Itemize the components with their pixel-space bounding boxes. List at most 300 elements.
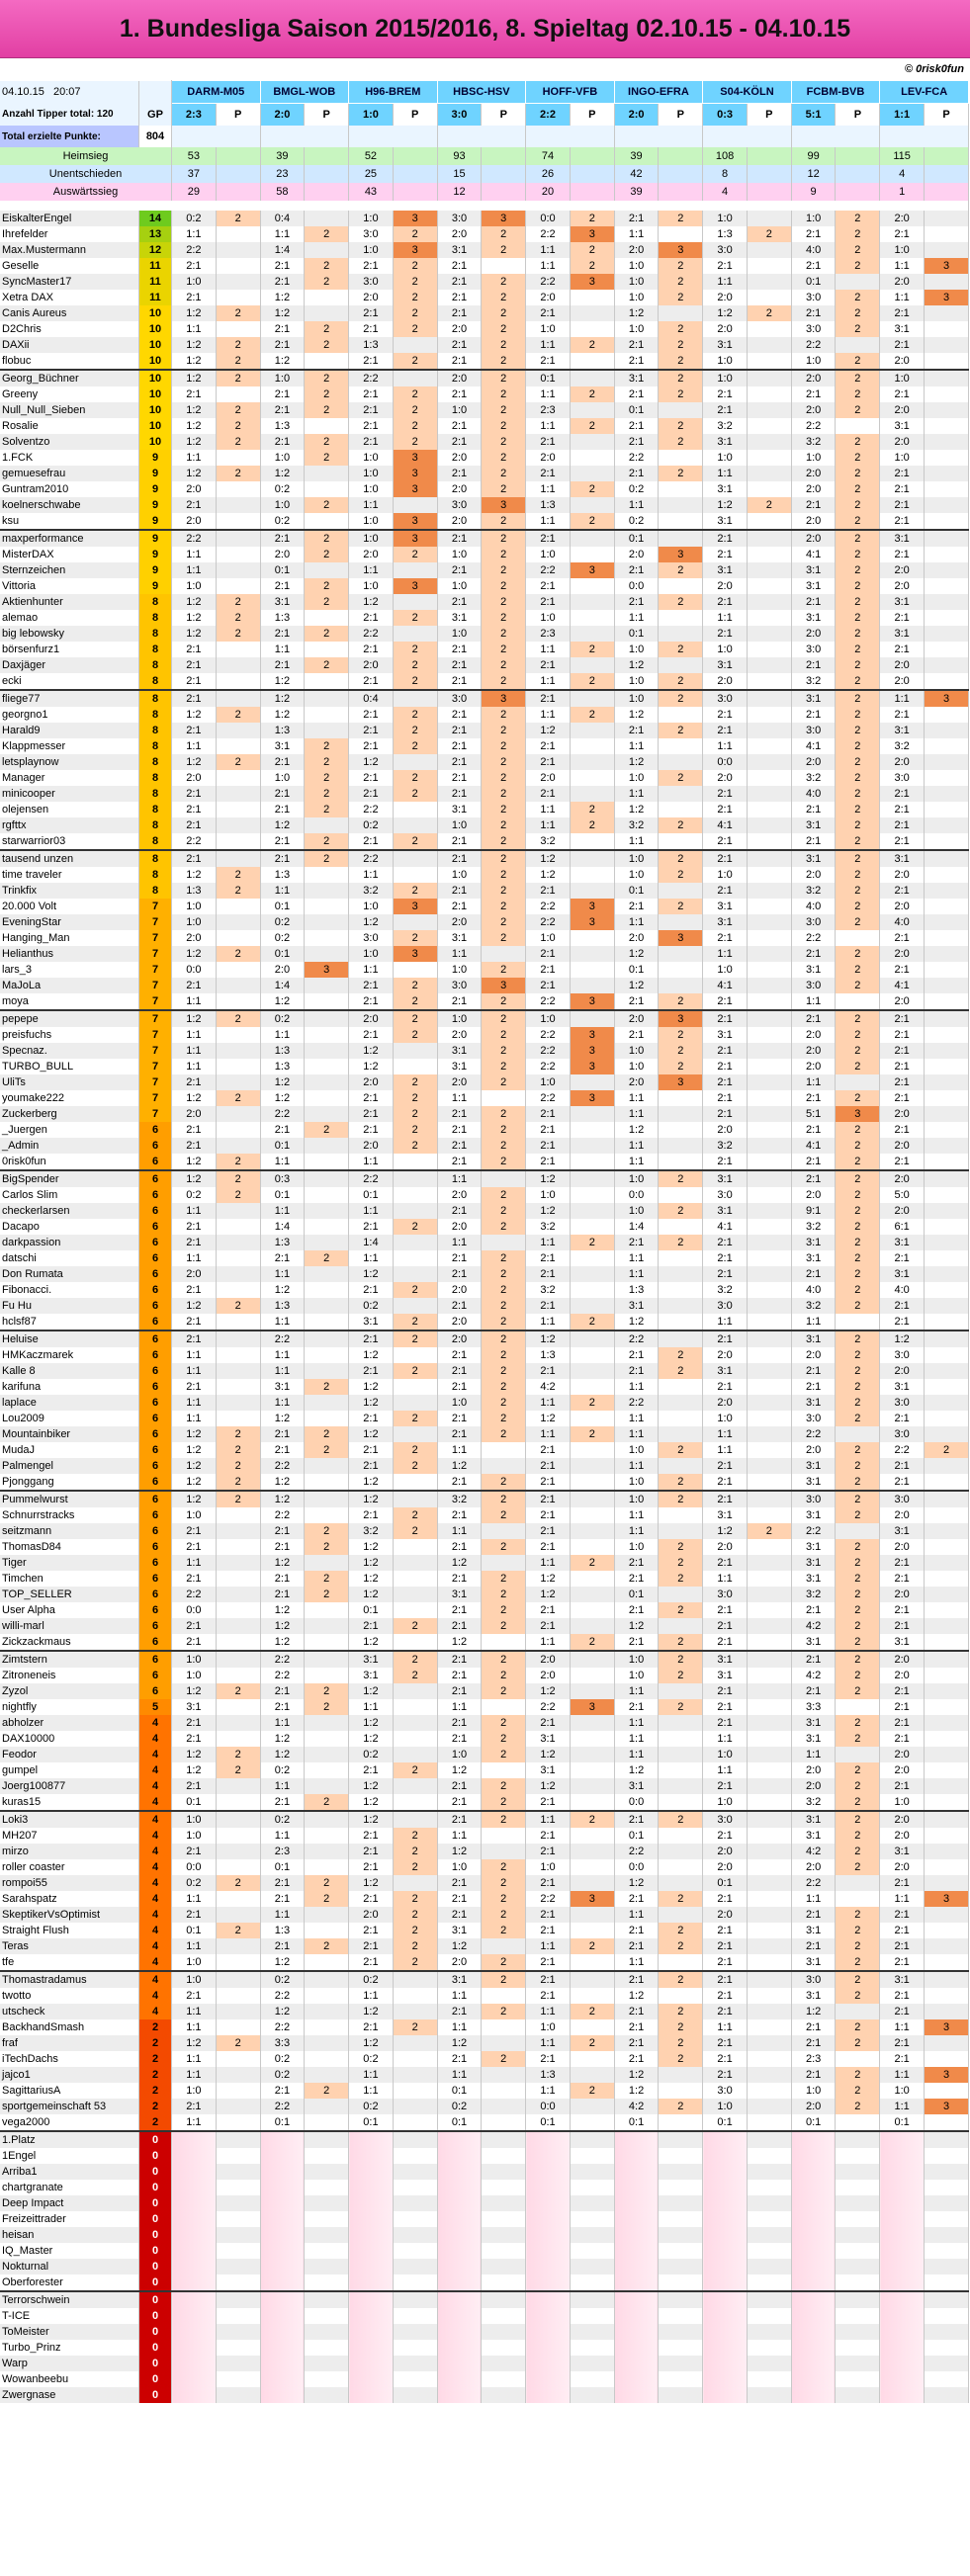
- tip-cell: [526, 2243, 571, 2259]
- points-header: P: [570, 104, 614, 127]
- points-cell: [925, 466, 969, 481]
- tip-cell: 1:1: [526, 673, 571, 690]
- tip-cell: 2:1: [260, 1571, 305, 1587]
- points-cell: [747, 657, 791, 673]
- tip-cell: [526, 2371, 571, 2387]
- tipper-row: [0, 1587, 969, 1602]
- points-cell: 2: [393, 1668, 437, 1683]
- points-cell: 2: [570, 707, 614, 723]
- tipper-row: [0, 1314, 969, 1331]
- stat-value: 39: [260, 147, 305, 165]
- stat-label: Unentschieden: [0, 165, 172, 183]
- tipper-row: [0, 2308, 969, 2324]
- points-cell: 2: [305, 578, 349, 594]
- tip-cell: 1:2: [260, 1731, 305, 1747]
- tip-cell: 1:0: [614, 321, 659, 337]
- points-cell: [925, 1027, 969, 1043]
- tip-cell: 2:1: [349, 786, 394, 802]
- points-cell: 2: [216, 626, 260, 642]
- points-cell: 2: [393, 1844, 437, 1859]
- tip-cell: 2:1: [260, 1426, 305, 1442]
- points-cell: 2: [482, 1715, 526, 1731]
- tipper-name: Joerg100877: [0, 1778, 139, 1794]
- tip-cell: [172, 2371, 217, 2387]
- points-cell: [305, 978, 349, 993]
- points-cell: [216, 673, 260, 690]
- tip-cell: 2:1: [526, 1907, 571, 1923]
- points-cell: 2: [659, 1571, 703, 1587]
- gp-value: 6: [139, 1250, 172, 1266]
- points-cell: [925, 1971, 969, 1988]
- points-cell: 2: [836, 1602, 880, 1618]
- points-cell: 2: [393, 2019, 437, 2035]
- points-cell: [659, 1458, 703, 1474]
- gp-value: 0: [139, 2164, 172, 2180]
- points-cell: [393, 1491, 437, 1507]
- points-cell: 2: [305, 370, 349, 386]
- points-cell: 2: [836, 562, 880, 578]
- tip-cell: 3:1: [791, 1923, 836, 1938]
- tipper-name: BigSpender: [0, 1170, 139, 1187]
- points-cell: [659, 962, 703, 978]
- points-cell: [836, 930, 880, 946]
- tip-cell: 2:1: [880, 386, 925, 402]
- tip-cell: 2:1: [703, 1555, 748, 1571]
- tip-cell: 1:2: [172, 1683, 217, 1699]
- tip-cell: 4:0: [791, 786, 836, 802]
- points-cell: 2: [305, 754, 349, 770]
- points-cell: 2: [482, 1971, 526, 1988]
- points-cell: [216, 1668, 260, 1683]
- points-cell: 2: [393, 1618, 437, 1634]
- tip-cell: 1:1: [614, 1106, 659, 1122]
- points-cell: [659, 2164, 703, 2180]
- tip-cell: 1:0: [703, 642, 748, 657]
- points-cell: 2: [482, 833, 526, 850]
- gp-value: 2: [139, 2099, 172, 2114]
- tipper-row: [0, 1859, 969, 1875]
- points-cell: [836, 2131, 880, 2148]
- points-cell: [305, 2259, 349, 2275]
- tip-cell: 2:1: [880, 547, 925, 562]
- tip-cell: 2:1: [172, 1379, 217, 1395]
- points-cell: [925, 1187, 969, 1203]
- tip-cell: [260, 2387, 305, 2403]
- points-cell: [216, 1122, 260, 1138]
- tip-cell: 2:1: [349, 1828, 394, 1844]
- stat-spacer: [836, 165, 880, 183]
- tip-cell: 2:1: [349, 1844, 394, 1859]
- tip-cell: 1:1: [349, 2067, 394, 2083]
- tip-cell: 1:2: [349, 1043, 394, 1059]
- points-cell: [570, 1859, 614, 1875]
- tip-cell: 1:1: [172, 2019, 217, 2035]
- tipper-row: [0, 1219, 969, 1235]
- tip-cell: 2:1: [437, 642, 482, 657]
- points-cell: [747, 850, 791, 867]
- points-cell: 2: [216, 1154, 260, 1170]
- tip-cell: 1:2: [172, 1442, 217, 1458]
- tip-cell: 1:2: [437, 1844, 482, 1859]
- points-cell: 2: [393, 226, 437, 242]
- tip-cell: 1:4: [349, 1235, 394, 1250]
- tip-cell: 0:0: [614, 578, 659, 594]
- tip-cell: 0:2: [260, 2067, 305, 2083]
- points-cell: 2: [836, 1938, 880, 1954]
- tip-cell: 3:0: [349, 930, 394, 946]
- points-cell: [925, 930, 969, 946]
- tip-cell: 1:0: [526, 610, 571, 626]
- points-cell: 3: [925, 2099, 969, 2114]
- tipper-row: [0, 1523, 969, 1539]
- tip-cell: 1:2: [349, 1555, 394, 1571]
- points-cell: [925, 1602, 969, 1618]
- tipper-row: [0, 817, 969, 833]
- points-cell: [925, 211, 969, 226]
- tipper-name: MisterDAX: [0, 547, 139, 562]
- points-cell: [747, 770, 791, 786]
- points-cell: [925, 2387, 969, 2403]
- points-cell: [393, 1715, 437, 1731]
- tip-cell: 0:2: [614, 513, 659, 530]
- stat-value: 15: [437, 165, 482, 183]
- tip-cell: 1:1: [172, 1027, 217, 1043]
- tip-cell: 2:0: [703, 1539, 748, 1555]
- gp-value: 7: [139, 1043, 172, 1059]
- stat-spacer: [836, 147, 880, 165]
- points-cell: 2: [482, 290, 526, 305]
- points-cell: [747, 1555, 791, 1571]
- tip-cell: 2:1: [791, 1379, 836, 1395]
- tip-cell: 1:2: [349, 1395, 394, 1411]
- tipper-name: rompoi55: [0, 1875, 139, 1891]
- points-cell: [393, 2067, 437, 2083]
- tip-cell: 2:2: [526, 562, 571, 578]
- tip-cell: 3:2: [791, 1219, 836, 1235]
- points-cell: 3: [570, 562, 614, 578]
- tip-cell: 2:1: [349, 386, 394, 402]
- tip-cell: 2:0: [791, 1442, 836, 1458]
- tip-cell: 1:0: [172, 1971, 217, 1988]
- tip-cell: 2:1: [614, 353, 659, 370]
- tip-cell: 1:0: [172, 2083, 217, 2099]
- tip-cell: 2:1: [526, 1122, 571, 1138]
- match-header: INGO-EFRA: [614, 81, 703, 104]
- tip-cell: 3:1: [703, 1027, 748, 1043]
- points-cell: [659, 1618, 703, 1634]
- gp-value: 10: [139, 402, 172, 418]
- stat-spacer: [925, 147, 969, 165]
- points-cell: [305, 1458, 349, 1474]
- points-cell: [216, 1794, 260, 1811]
- points-cell: [216, 1106, 260, 1122]
- tip-cell: 2:1: [172, 1539, 217, 1555]
- tipper-name: Geselle: [0, 258, 139, 274]
- points-cell: [482, 2291, 526, 2308]
- tip-cell: [437, 2308, 482, 2324]
- tip-cell: 1:1: [614, 1154, 659, 1170]
- tip-cell: 1:2: [614, 1122, 659, 1138]
- points-cell: 2: [393, 1458, 437, 1474]
- tipper-name: utscheck: [0, 2004, 139, 2019]
- points-cell: [747, 530, 791, 547]
- points-cell: [747, 1571, 791, 1587]
- tip-cell: 2:1: [260, 402, 305, 418]
- points-cell: [925, 1314, 969, 1331]
- match-header: BMGL-WOB: [260, 81, 349, 104]
- tip-cell: 2:1: [437, 1379, 482, 1395]
- tipper-row: [0, 1474, 969, 1491]
- tip-cell: 3:0: [791, 1971, 836, 1988]
- tipper-name: Deep Impact: [0, 2195, 139, 2211]
- tipper-name: HMKaczmarek: [0, 1347, 139, 1363]
- tip-cell: 2:1: [437, 673, 482, 690]
- tip-cell: 2:1: [614, 1923, 659, 1938]
- tip-cell: 0:1: [614, 2114, 659, 2131]
- points-cell: [925, 1762, 969, 1778]
- points-cell: [747, 1090, 791, 1106]
- points-cell: [570, 1491, 614, 1507]
- gp-value: 6: [139, 1266, 172, 1282]
- gp-value: 6: [139, 1602, 172, 1618]
- points-cell: [747, 434, 791, 450]
- gp-value: 4: [139, 1778, 172, 1794]
- total-spacer: [791, 126, 880, 147]
- gp-value: 7: [139, 1106, 172, 1122]
- tip-cell: 2:1: [526, 1250, 571, 1266]
- tip-cell: 4:0: [880, 1282, 925, 1298]
- points-cell: [747, 211, 791, 226]
- points-cell: [570, 754, 614, 770]
- tip-cell: 3:1: [791, 1731, 836, 1747]
- tip-cell: 1:1: [526, 802, 571, 817]
- points-cell: [305, 2180, 349, 2195]
- points-cell: 2: [659, 1027, 703, 1043]
- tipper-name: Thomastradamus: [0, 1971, 139, 1988]
- gp-value: 8: [139, 610, 172, 626]
- tip-cell: 3:0: [703, 690, 748, 707]
- points-cell: [836, 2211, 880, 2227]
- points-cell: 2: [659, 850, 703, 867]
- points-cell: [747, 290, 791, 305]
- tip-cell: 2:1: [437, 883, 482, 899]
- tip-cell: 3:1: [703, 513, 748, 530]
- tip-cell: 2:1: [703, 883, 748, 899]
- points-cell: [836, 2356, 880, 2371]
- tip-cell: 2:1: [703, 1250, 748, 1266]
- points-cell: [482, 1699, 526, 1715]
- tip-cell: [172, 2308, 217, 2324]
- points-cell: 2: [482, 1907, 526, 1923]
- tip-cell: 4:1: [791, 1138, 836, 1154]
- points-cell: [747, 321, 791, 337]
- points-cell: [747, 1411, 791, 1426]
- points-cell: [659, 1282, 703, 1298]
- gp-value: 2: [139, 2083, 172, 2099]
- points-cell: [925, 1154, 969, 1170]
- tip-cell: 2:2: [260, 1668, 305, 1683]
- tip-cell: 2:0: [437, 914, 482, 930]
- tipper-name: fraf: [0, 2035, 139, 2051]
- tip-cell: 2:1: [791, 1090, 836, 1106]
- tip-cell: 4:1: [703, 1219, 748, 1235]
- tip-cell: 1:2: [614, 1875, 659, 1891]
- tip-cell: 2:0: [526, 1668, 571, 1683]
- tip-cell: 2:2: [614, 1844, 659, 1859]
- points-cell: 2: [836, 1363, 880, 1379]
- tip-cell: 2:1: [614, 1971, 659, 1988]
- points-cell: [305, 1555, 349, 1571]
- tip-cell: 1:2: [526, 1587, 571, 1602]
- points-cell: [570, 723, 614, 738]
- tip-cell: [614, 2324, 659, 2340]
- points-cell: 2: [393, 353, 437, 370]
- tipper-name: Xetra DAX: [0, 290, 139, 305]
- points-cell: [747, 1043, 791, 1059]
- tip-cell: 1:1: [614, 1954, 659, 1971]
- points-cell: [925, 1923, 969, 1938]
- points-cell: 2: [305, 786, 349, 802]
- tip-cell: 2:1: [703, 530, 748, 547]
- tip-cell: 3:1: [791, 1395, 836, 1411]
- tip-cell: 2:1: [880, 1059, 925, 1074]
- tip-cell: 2:0: [703, 1844, 748, 1859]
- points-cell: 2: [659, 1235, 703, 1250]
- points-cell: [836, 1074, 880, 1090]
- points-cell: [305, 1668, 349, 1683]
- points-cell: [570, 2114, 614, 2131]
- tip-cell: 2:1: [526, 1266, 571, 1282]
- tip-cell: 2:0: [880, 1747, 925, 1762]
- tip-cell: 2:1: [172, 1074, 217, 1090]
- points-cell: [747, 1154, 791, 1170]
- result-cell: 2:3: [172, 104, 217, 127]
- tip-cell: [172, 2164, 217, 2180]
- points-cell: [305, 418, 349, 434]
- tip-cell: 3:1: [703, 1203, 748, 1219]
- points-cell: 2: [659, 418, 703, 434]
- tip-cell: 2:1: [791, 594, 836, 610]
- tipper-row: [0, 802, 969, 817]
- points-cell: [659, 1715, 703, 1731]
- points-cell: 2: [659, 993, 703, 1010]
- tipper-row: [0, 1891, 969, 1907]
- tip-cell: [880, 2148, 925, 2164]
- tipper-row: [0, 2035, 969, 2051]
- points-cell: [216, 1266, 260, 1282]
- tip-cell: 2:1: [703, 1090, 748, 1106]
- points-cell: [747, 450, 791, 466]
- points-cell: [659, 833, 703, 850]
- points-cell: [747, 2164, 791, 2180]
- tip-cell: 3:2: [703, 1138, 748, 1154]
- tip-cell: 1:2: [526, 1778, 571, 1794]
- points-cell: 3: [925, 690, 969, 707]
- gp-value: 0: [139, 2259, 172, 2275]
- tip-cell: 2:0: [791, 1059, 836, 1074]
- points-cell: [659, 1187, 703, 1203]
- points-cell: [305, 642, 349, 657]
- points-cell: [216, 978, 260, 993]
- tip-cell: 2:1: [437, 1618, 482, 1634]
- tip-cell: 2:1: [526, 1523, 571, 1539]
- tip-cell: 3:1: [791, 1555, 836, 1571]
- points-cell: [659, 1507, 703, 1523]
- tip-cell: 2:1: [703, 594, 748, 610]
- tip-cell: 1:1: [526, 258, 571, 274]
- points-cell: [925, 1170, 969, 1187]
- points-cell: 2: [836, 962, 880, 978]
- tipper-row: [0, 242, 969, 258]
- tip-cell: 2:1: [172, 1844, 217, 1859]
- points-cell: [482, 2308, 526, 2324]
- points-cell: [747, 1203, 791, 1219]
- points-cell: [925, 1571, 969, 1587]
- points-cell: [925, 530, 969, 547]
- tip-cell: 2:1: [437, 1539, 482, 1555]
- tip-cell: 0:1: [614, 1828, 659, 1844]
- tip-cell: 3:0: [437, 690, 482, 707]
- points-cell: [925, 2356, 969, 2371]
- tip-cell: 0:2: [172, 1875, 217, 1891]
- points-cell: [659, 2083, 703, 2099]
- tip-cell: 0:2: [349, 817, 394, 833]
- points-cell: [747, 337, 791, 353]
- points-cell: 3: [925, 290, 969, 305]
- tip-cell: 1:1: [526, 1555, 571, 1571]
- tip-cell: 2:1: [703, 1778, 748, 1794]
- points-cell: [482, 2114, 526, 2131]
- tip-cell: 3:1: [880, 418, 925, 434]
- tipper-row: [0, 1844, 969, 1859]
- points-cell: [216, 1314, 260, 1331]
- points-cell: 2: [836, 610, 880, 626]
- points-cell: 2: [570, 1938, 614, 1954]
- tip-cell: 2:1: [349, 1122, 394, 1138]
- result-cell: 2:0: [614, 104, 659, 127]
- points-cell: [305, 673, 349, 690]
- points-cell: [305, 1474, 349, 1491]
- tip-cell: 2:1: [614, 2019, 659, 2035]
- tip-cell: 2:2: [526, 1699, 571, 1715]
- tip-cell: [791, 2164, 836, 2180]
- points-cell: 2: [836, 833, 880, 850]
- gp-value: 4: [139, 1988, 172, 2004]
- tip-cell: [614, 2275, 659, 2291]
- tip-cell: 3:1: [437, 1971, 482, 1988]
- tip-cell: 2:1: [260, 386, 305, 402]
- points-cell: [925, 1507, 969, 1523]
- result-row: [0, 104, 969, 127]
- points-cell: 2: [482, 274, 526, 290]
- points-cell: [747, 513, 791, 530]
- tipper-name: tfe: [0, 1954, 139, 1971]
- tip-cell: 1:1: [172, 1059, 217, 1074]
- tip-cell: 1:0: [172, 578, 217, 594]
- tip-cell: 2:0: [349, 1074, 394, 1090]
- points-cell: [747, 1010, 791, 1027]
- points-cell: 2: [659, 1491, 703, 1507]
- tip-cell: 0:1: [614, 962, 659, 978]
- tip-cell: 4:0: [791, 899, 836, 914]
- gp-value: 10: [139, 370, 172, 386]
- points-cell: 2: [659, 723, 703, 738]
- stat-value: 108: [703, 147, 748, 165]
- points-cell: 2: [836, 723, 880, 738]
- tip-cell: 2:1: [526, 1474, 571, 1491]
- tip-cell: 1:2: [526, 1411, 571, 1426]
- points-cell: [216, 1347, 260, 1363]
